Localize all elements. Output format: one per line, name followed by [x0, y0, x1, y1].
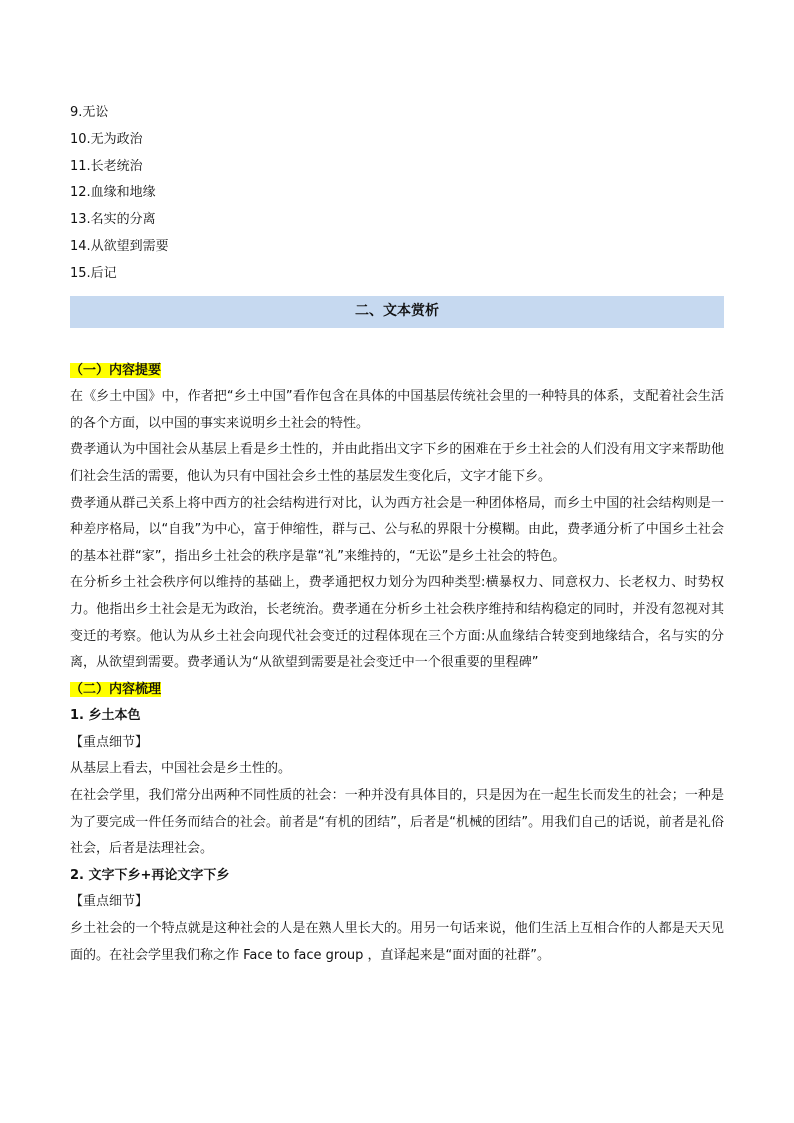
toc-item: 9.无讼 — [70, 105, 109, 120]
key-details-label: 【重点细节】 — [70, 894, 149, 910]
toc-item: 10.无为政治 — [70, 131, 143, 147]
summary-paragraph: 费孝通认为中国社会从基层上看是乡土性的，并由此指出文字下乡的困难在于乡土社会的人们没有用文字来帮助他们社会生活的需要，他认为只有中国社会乡土性的基层发生变化后，文字才能下乡。 — [70, 442, 724, 484]
outline-item-title: 1. 乡土本色 — [70, 708, 141, 724]
summary-paragraph: 在《乡土中国》中，作者把“乡土中国”看作包含在具体的中国基层传统社会里的一种特具的体系，支配着社会生活的各个方面，以中国的事实来说明乡土社会的特性。 — [70, 389, 724, 431]
toc-item: 11.长老统治 — [70, 158, 143, 174]
summary-paragraph: 费孝通从群己关系上将中西方的社会结构进行对比，认为西方社会是一种团体格局，而乡土中国的社会结构则是一种差序格局，以“自我”为中心，富于伸缩性，群与己、公与私的界限十分模糊。由此，费孝通分析了中国乡土社会的基本社群“家”，指出乡土社会的秩序是靠“礼”来维持的，“无讼”是乡土社会的特色。 — [70, 495, 724, 564]
toc-item: 13.名实的分离 — [70, 212, 156, 228]
section-title-bar: 二、文本赏析 — [70, 296, 724, 328]
toc-item: 15.后记 — [70, 265, 117, 281]
summary-heading: （一）内容提要 — [70, 362, 162, 378]
outline-item-title: 2. 文字下乡+再论文字下乡 — [70, 867, 230, 883]
toc-item: 12.血缘和地缘 — [70, 185, 156, 201]
outline-paragraph: 在社会学里，我们常分出两种不同性质的社会：一种并没有具体目的，只是因为在一起生长而发生的社会；一种是为了要完成一件任务而结合的社会。前者是“有机的团结”，后者是“机械的团结”。用我们自己的话说，前者是礼俗社会，后者是法理社会。 — [70, 788, 724, 857]
summary-paragraph: 在分析乡土社会秩序何以维持的基础上，费孝通把权力划分为四种类型:横暴权力、同意权力、长老权力、时势权力。他指出乡土社会是无为政治，长老统治。费孝通在分析乡土社会秩序维持和结构稳定的同时，并没有忽视对其变迁的考察。他认为从乡土社会向现代社会变迁的过程体现在三个方面:从血缘结合转变到地缘结合，名与实的分离，从欲望到需要。费孝通认为“从欲望到需要是社会变迁中一个很重要的里程碑” — [70, 575, 724, 671]
outline-paragraph: 从基层上看去，中国社会是乡土性的。 — [70, 761, 292, 777]
outline-heading-line — [70, 677, 724, 704]
table-of-contents — [70, 100, 724, 288]
outline-paragraph: 乡土社会的一个特点就是这种社会的人是在熟人里长大的。用另一句话来说，他们生活上互相合作的人都是天天见面的。在社会学里我们称之作 Face to face group ，直译起来是“面对面的社群”。 — [70, 921, 724, 963]
summary-heading-line — [70, 358, 724, 385]
toc-item: 14.从欲望到需要 — [70, 238, 169, 254]
key-details-label: 【重点细节】 — [70, 734, 149, 750]
outline-heading: （二）内容梳理 — [70, 681, 162, 697]
document-page — [70, 100, 724, 969]
